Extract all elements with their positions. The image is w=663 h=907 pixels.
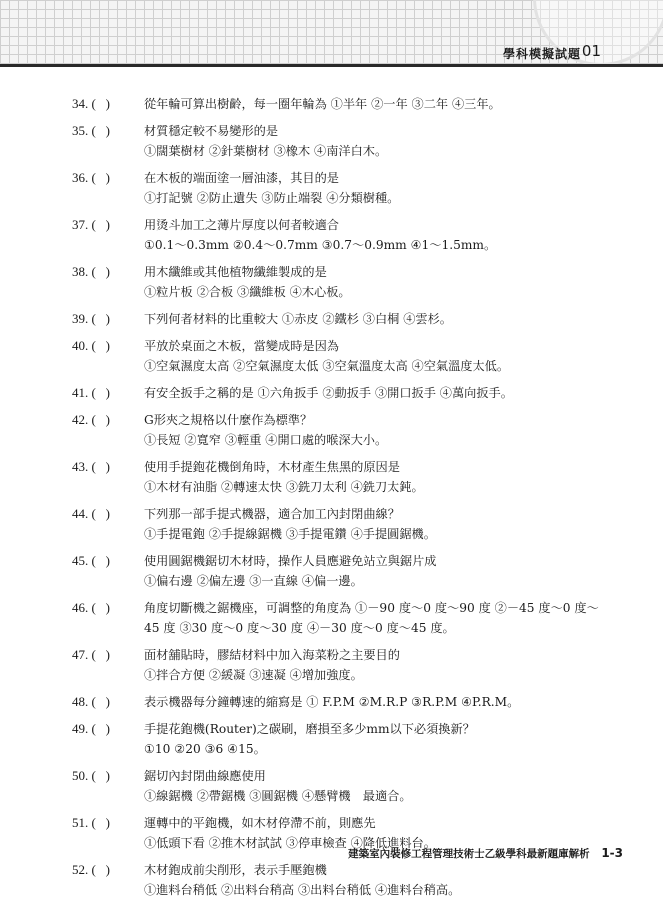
question-text: 木材鉋成前尖削形，表示手壓鉋機 <box>144 863 327 877</box>
question-text: 角度切斷機之鋸機座，可調整的角度為 ①－90 度～0 度～90 度 ②－45 度～0 度～45 度 ③30 度～0 度～30 度 ④－30 度～0 度～45 度。 <box>144 601 599 635</box>
question-text: 運轉中的平鉋機，如木材停滯不前，則應先 <box>144 816 376 830</box>
question-text: 鋸切內封閉曲線應使用 <box>144 769 266 783</box>
question-text: G形夾之規格以什麼作為標準？ <box>144 413 313 427</box>
question-body <box>144 645 612 685</box>
question-number: 39. ( ) <box>72 311 110 326</box>
question-number: 44. ( ) <box>72 506 110 521</box>
question-item <box>72 410 612 450</box>
question-item <box>72 121 612 161</box>
question-text: 用烫斗加工之薄片厚度以何者較適合 <box>144 218 339 232</box>
question-number: 48. ( ) <box>72 694 110 709</box>
question-body <box>144 262 612 302</box>
question-list <box>72 94 612 907</box>
question-text: 使用圓鋸機鋸切木材時，操作人員應避免站立與鋸片成 <box>144 554 437 568</box>
question-options: ①線鋸機 ②帶鋸機 ③圓鋸機 ④懸臂機 最適合。 <box>144 789 412 803</box>
question-item <box>72 262 612 302</box>
question-item <box>72 94 612 114</box>
question-text: 下列那一部手提式機器，適合加工內封閉曲線？ <box>144 507 400 521</box>
question-options: ①偏右邊 ②偏左邊 ③一直線 ④偏一邊。 <box>144 574 363 588</box>
question-number: 51. ( ) <box>72 815 110 830</box>
question-item <box>72 551 612 591</box>
question-body <box>144 692 612 712</box>
question-text: 下列何者材料的比重較大 ①赤皮 ②鐵杉 ③白桐 ④雲杉。 <box>144 312 452 326</box>
question-number: 34. ( ) <box>72 96 110 111</box>
question-item <box>72 336 612 376</box>
question-number: 36. ( ) <box>72 170 110 185</box>
question-item <box>72 383 612 403</box>
question-body <box>144 383 612 403</box>
question-body <box>144 860 612 900</box>
chapter-number: 01 <box>581 42 601 60</box>
question-text: 有安全扳手之稱的是 ①六角扳手 ②動扳手 ③開口扳手 ④萬向扳手。 <box>144 386 513 400</box>
question-number: 40. ( ) <box>72 338 110 353</box>
question-options: ①低頭下看 ②推木材試試 ③停車檢查 ④降低進料台。 <box>144 836 436 850</box>
question-body <box>144 551 612 591</box>
question-item <box>72 860 612 900</box>
question-body <box>144 94 612 114</box>
question-item <box>72 692 612 712</box>
question-text: 從年輪可算出樹齡，每一圈年輪為 ①半年 ②一年 ③二年 ④三年。 <box>144 97 501 111</box>
question-number: 52. ( ) <box>72 862 110 877</box>
question-number: 38. ( ) <box>72 264 110 279</box>
question-body <box>144 168 612 208</box>
question-item <box>72 598 612 638</box>
question-options: ①手提電鉋 ②手提線鋸機 ③手提電鑽 ④手提圓鋸機。 <box>144 527 436 541</box>
question-text: 表示機器每分鐘轉速的縮寫是 ① F.P.M ②M.R.P ③R.P.M ④P.R.M。 <box>144 695 520 709</box>
question-options: ①闊葉樹材 ②針葉樹材 ③橡木 ④南洋白木。 <box>144 144 388 158</box>
question-text: 用木纖維或其他植物纖維製成的是 <box>144 265 327 279</box>
book-title: 建築室內裝修工程管理技術士乙級學科最新題庫解析 <box>348 848 590 860</box>
question-number: 49. ( ) <box>72 721 110 736</box>
question-item <box>72 645 612 685</box>
question-item <box>72 457 612 497</box>
question-text: 面材舖貼時，膠結材料中加入海菜粉之主要目的 <box>144 648 400 662</box>
question-item <box>72 168 612 208</box>
question-text: 材質穩定較不易變形的是 <box>144 124 279 138</box>
question-body <box>144 719 612 759</box>
question-number: 47. ( ) <box>72 647 110 662</box>
section-title: 學科模擬試題 <box>502 47 581 61</box>
question-item <box>72 309 612 329</box>
question-number: 37. ( ) <box>72 217 110 232</box>
question-body <box>144 336 612 376</box>
question-options: ①粒片板 ②合板 ③纖維板 ④木心板。 <box>144 285 351 299</box>
question-text: 平放於桌面之木板，當變成時是因為 <box>144 339 339 353</box>
question-options: ①0.1～0.3mm ②0.4～0.7mm ③0.7～0.9mm ④1～1.5mm。 <box>144 238 497 252</box>
question-number: 41. ( ) <box>72 385 110 400</box>
question-item <box>72 215 612 255</box>
question-body <box>144 215 612 255</box>
page-number: 1-3 <box>601 846 623 860</box>
page-footer <box>348 846 623 861</box>
question-options: ①進料台稍低 ②出料台稍高 ③出料台稍低 ④進料台稍高。 <box>144 883 461 897</box>
question-options: ①打記號 ②防止遺失 ③防止端裂 ④分類樹種。 <box>144 191 400 205</box>
question-number: 46. ( ) <box>72 600 110 615</box>
question-number: 45. ( ) <box>72 553 110 568</box>
question-number: 50. ( ) <box>72 768 110 783</box>
question-item <box>72 766 612 806</box>
question-number: 43. ( ) <box>72 459 110 474</box>
question-item <box>72 504 612 544</box>
question-options: ①拌合方便 ②緩凝 ③速凝 ④增加強度。 <box>144 668 363 682</box>
question-item <box>72 719 612 759</box>
question-text: 使用手提鉋花機倒角時，木材產生焦黑的原因是 <box>144 460 400 474</box>
question-body <box>144 309 612 329</box>
question-body <box>144 121 612 161</box>
question-options: ①長短 ②寬窄 ③輕重 ④開口處的喉深大小。 <box>144 433 388 447</box>
question-text: 手提花鉋機(Router)之碳刷，磨損至多少mm以下必須換新？ <box>144 722 475 736</box>
question-options: ①木材有油脂 ②轉速太快 ③銑刀太利 ④銑刀太鈍。 <box>144 480 424 494</box>
question-body <box>144 766 612 806</box>
question-body <box>144 598 612 638</box>
page-header <box>0 0 663 67</box>
question-options: ①空氣濕度太高 ②空氣濕度太低 ③空氣溫度太高 ④空氣溫度太低。 <box>144 359 510 373</box>
question-text: 在木板的端面塗一層油漆，其目的是 <box>144 171 339 185</box>
question-number: 35. ( ) <box>72 123 110 138</box>
question-number: 42. ( ) <box>72 412 110 427</box>
question-body <box>144 410 612 450</box>
question-body <box>144 504 612 544</box>
question-options: ①10 ②20 ③6 ④15。 <box>144 742 266 756</box>
question-body <box>144 457 612 497</box>
